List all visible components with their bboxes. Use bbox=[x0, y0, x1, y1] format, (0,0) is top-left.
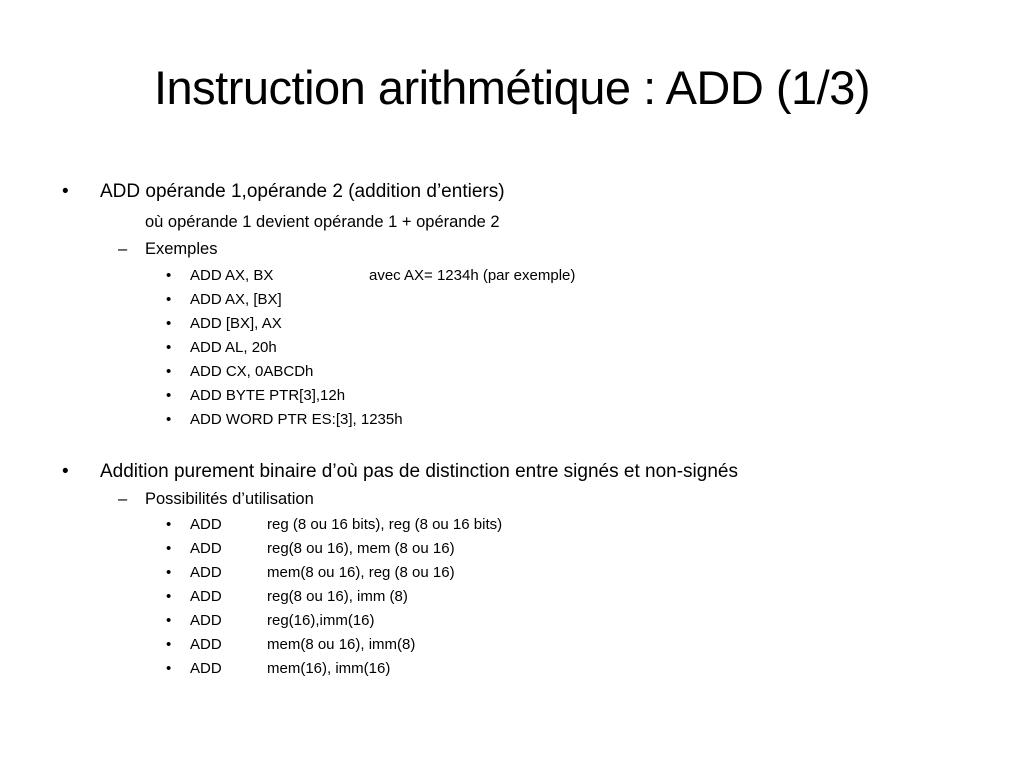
bullet-marker: • bbox=[166, 636, 172, 653]
bullet-marker: • bbox=[166, 363, 172, 380]
example-instruction: ADD AL, 20h bbox=[190, 339, 277, 356]
dash-marker: – bbox=[118, 240, 128, 258]
example-instruction: ADD WORD PTR ES:[3], 1235h bbox=[190, 411, 403, 428]
usage-operands: reg(8 ou 16), mem (8 ou 16) bbox=[267, 540, 455, 557]
example-note: avec AX= 1234h (par exemple) bbox=[369, 267, 576, 284]
usage-label: Possibilités d’utilisation bbox=[145, 490, 314, 508]
bullet-marker: • bbox=[62, 461, 69, 482]
usage-operands: mem(8 ou 16), reg (8 ou 16) bbox=[267, 564, 455, 581]
bullet-marker: • bbox=[166, 660, 172, 677]
bullet-marker: • bbox=[166, 267, 172, 284]
usage-op: ADD bbox=[190, 636, 222, 653]
usage-op: ADD bbox=[190, 612, 222, 629]
slide-title: Instruction arithmétique : ADD (1/3) bbox=[153, 61, 871, 114]
example-instruction: ADD AX, BX bbox=[190, 267, 274, 284]
section2-heading: Addition purement binaire d’où pas de distinction entre signés et non-signés bbox=[100, 461, 738, 482]
usage-operands: mem(8 ou 16), imm(8) bbox=[267, 636, 416, 653]
usage-operands: reg(16),imm(16) bbox=[267, 612, 375, 629]
example-instruction: ADD BYTE PTR[3],12h bbox=[190, 387, 346, 404]
usage-op: ADD bbox=[190, 516, 222, 533]
examples-label: Exemples bbox=[145, 240, 218, 258]
bullet-marker: • bbox=[166, 564, 172, 581]
bullet-marker: • bbox=[166, 339, 172, 356]
bullet-marker: • bbox=[166, 411, 172, 428]
dash-marker: – bbox=[118, 490, 128, 508]
bullet-marker: • bbox=[166, 516, 172, 533]
example-instruction: ADD AX, [BX] bbox=[190, 291, 282, 308]
example-instruction: ADD [BX], AX bbox=[190, 315, 282, 332]
bullet-marker: • bbox=[166, 315, 172, 332]
section1-heading: ADD opérande 1,opérande 2 (addition d’entiers) bbox=[100, 181, 505, 202]
usage-op: ADD bbox=[190, 540, 222, 557]
usage-operands: reg (8 ou 16 bits), reg (8 ou 16 bits) bbox=[267, 516, 503, 533]
section1-subtext: où opérande 1 devient opérande 1 + opérande 2 bbox=[145, 213, 500, 231]
usage-operands: reg(8 ou 16), imm (8) bbox=[267, 588, 408, 605]
bullet-marker: • bbox=[166, 588, 172, 605]
bullet-marker: • bbox=[166, 387, 172, 404]
bullet-marker: • bbox=[166, 540, 172, 557]
bullet-marker: • bbox=[166, 612, 172, 629]
usage-op: ADD bbox=[190, 588, 222, 605]
usage-op: ADD bbox=[190, 660, 222, 677]
usage-op: ADD bbox=[190, 564, 222, 581]
example-instruction: ADD CX, 0ABCDh bbox=[190, 363, 314, 380]
bullet-marker: • bbox=[62, 181, 69, 202]
bullet-marker: • bbox=[166, 291, 172, 308]
usage-operands: mem(16), imm(16) bbox=[267, 660, 391, 677]
